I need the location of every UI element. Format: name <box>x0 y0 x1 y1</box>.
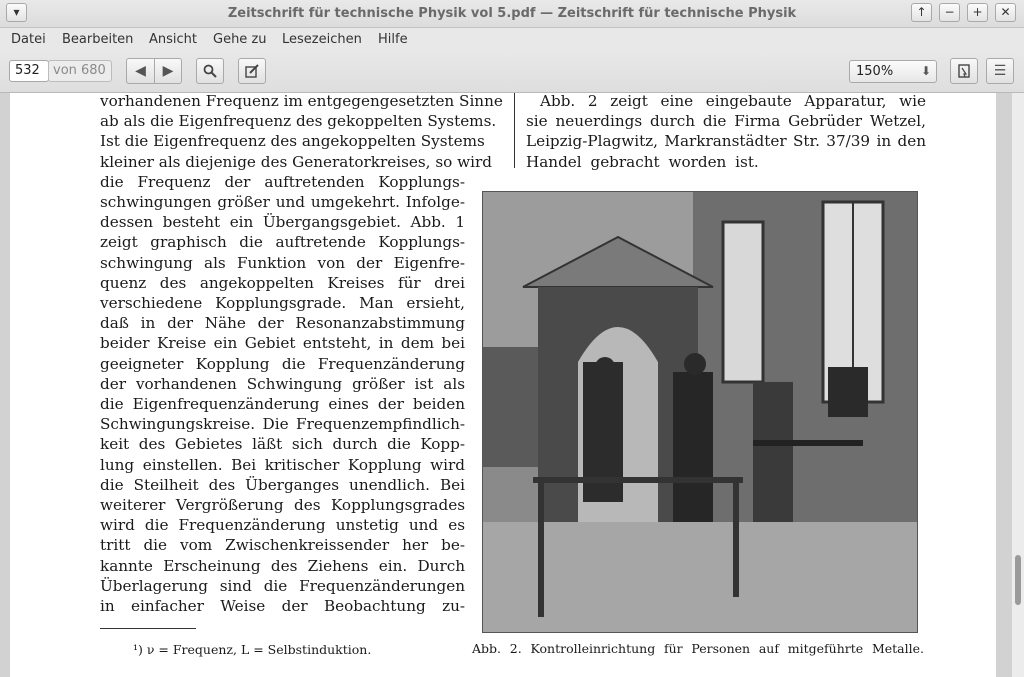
window-title: Zeitschrift für technische Physik vol 5.pdf — Zeitschrift für technische Physik <box>227 6 797 21</box>
text-line: die Frequenz der auftretenden Kopplungs- <box>100 172 465 191</box>
pdf-page <box>10 93 996 677</box>
menu-gehe-zu[interactable]: Gehe zu <box>213 32 267 47</box>
scrollbar-thumb[interactable] <box>1015 555 1021 605</box>
main-menu-button[interactable] <box>986 58 1014 84</box>
close-icon: ✕ <box>1000 5 1011 19</box>
next-page-button[interactable] <box>154 58 182 84</box>
page-count: von 680 <box>48 60 112 82</box>
bookmark-button[interactable] <box>950 58 978 84</box>
text-line: Schwingungskreise. Die Frequenzempfindlich- <box>100 415 465 434</box>
plus-icon: + <box>972 5 983 19</box>
search-button[interactable] <box>196 58 224 84</box>
arrow-up-icon: ↑ <box>916 5 927 19</box>
vertical-scrollbar[interactable] <box>1012 93 1024 677</box>
text-line: daß in der Nähe der Resonanzabstimmung <box>100 314 465 333</box>
text-line: die Steilheit des Überganges unendlich. Bei <box>100 475 465 494</box>
arrow-left-icon: ◀ <box>135 63 146 79</box>
text-line: schwingung als Funktion von der Eigenfre- <box>100 253 465 272</box>
text-line: Handel gebracht worden ist. <box>526 152 759 171</box>
annotate-button[interactable] <box>238 58 266 84</box>
text-line: sie neuerdings durch die Firma Gebrüder Wetzel, <box>526 112 926 131</box>
text-line: lung einstellen. Bei kritischer Kopplung wird <box>100 455 465 474</box>
text-line: der vorhandenen Schwingung größer ist als <box>100 374 465 393</box>
arrow-down-icon: ⬇ <box>920 64 931 78</box>
close-button[interactable] <box>995 3 1016 22</box>
photo-image <box>483 192 918 633</box>
minimize-icon: − <box>944 5 955 19</box>
text-line: Abb. 2 zeigt eine eingebaute Apparatur, wie <box>540 93 926 110</box>
zoom-select[interactable] <box>849 60 937 83</box>
text-line: die Eigenfrequenzänderung eines der beiden <box>100 395 465 413</box>
figure-photo <box>482 191 918 633</box>
text-line: Überlagerung sind die Frequenzänderungen <box>100 576 465 595</box>
text-line: wird die Frequenzänderung unstetig und es <box>100 516 465 535</box>
maximize-button[interactable] <box>967 3 988 22</box>
menu-ansicht[interactable]: Ansicht <box>149 32 198 47</box>
text-line: geeigneter Kopplung die Frequenzänderung <box>100 354 465 373</box>
bookmark-icon <box>958 64 970 78</box>
menu-bearbeiten[interactable]: Bearbeiten <box>62 32 134 47</box>
minimize-button[interactable] <box>939 3 960 22</box>
footnote-rule <box>100 628 196 629</box>
figure-caption: Abb. 2. Kontrolleinrichtung für Personen auf mitgeführte Metalle. <box>472 641 924 656</box>
text-line: kannte Erscheinung des Ziehens ein. Durch <box>100 556 465 575</box>
text-line: Ist die Eigenfrequenz des angekoppelten Systems <box>100 132 485 151</box>
text-line: zeigt graphisch die auftretende Kopplungs- <box>100 233 465 252</box>
text-line: schwingungen größer und umgekehrt. Infolge- <box>100 193 465 211</box>
menu-hilfe[interactable]: Hilfe <box>378 32 408 47</box>
chevron-down-icon: ▾ <box>13 5 20 19</box>
page-number-input[interactable]: 532 <box>9 60 49 82</box>
menu-bar <box>0 28 1024 52</box>
text-line: ab als die Eigenfrequenz des gekoppelten Systems. <box>100 112 497 131</box>
previous-page-button[interactable] <box>126 58 154 84</box>
text-line: quenz des angekoppelten Kreises für drei <box>100 273 465 292</box>
footnote: ¹) ν = Frequenz, L = Selbstinduktion. <box>133 642 372 657</box>
text-line: Leipzig-Plagwitz, Markranstädter Str. 37/39 in den <box>526 132 926 151</box>
text-line: in einfacher Weise der Beobachtung zu- <box>100 597 465 615</box>
text-line: kleiner als diejenige des Generatorkreises, so wird <box>100 152 492 171</box>
text-line: beider Kreise ein Gebiet entsteht, in dem bei <box>100 334 465 353</box>
menu-lesezeichen[interactable]: Lesezeichen <box>282 32 362 47</box>
toolbar <box>0 52 1024 93</box>
hamburger-icon: ☰ <box>993 63 1007 79</box>
text-line: verschiedene Kopplungsgrade. Man ersieht, <box>100 294 465 312</box>
arrow-right-icon: ▶ <box>162 63 174 79</box>
window-up-button[interactable] <box>911 3 932 22</box>
title-bar <box>0 0 1024 28</box>
zoom-value: 150% <box>856 64 894 79</box>
text-line: dessen besteht ein Übergangsgebiet. Abb. 1 <box>100 213 465 232</box>
search-icon <box>203 64 217 78</box>
text-line: keit des Gebietes läßt sich durch die Kopp- <box>100 435 465 454</box>
column-rule <box>514 93 515 168</box>
menu-datei[interactable]: Datei <box>11 32 46 47</box>
edit-icon <box>245 64 259 78</box>
text-line: weiterer Vergrößerung des Kopplungsgrades <box>100 496 465 514</box>
text-line: tritt die vom Zwischenkreissender her be- <box>100 536 465 555</box>
text-line: vorhandenen Frequenz im entgegengesetzten Sinne <box>100 93 503 110</box>
document-viewport[interactable] <box>0 93 1012 677</box>
